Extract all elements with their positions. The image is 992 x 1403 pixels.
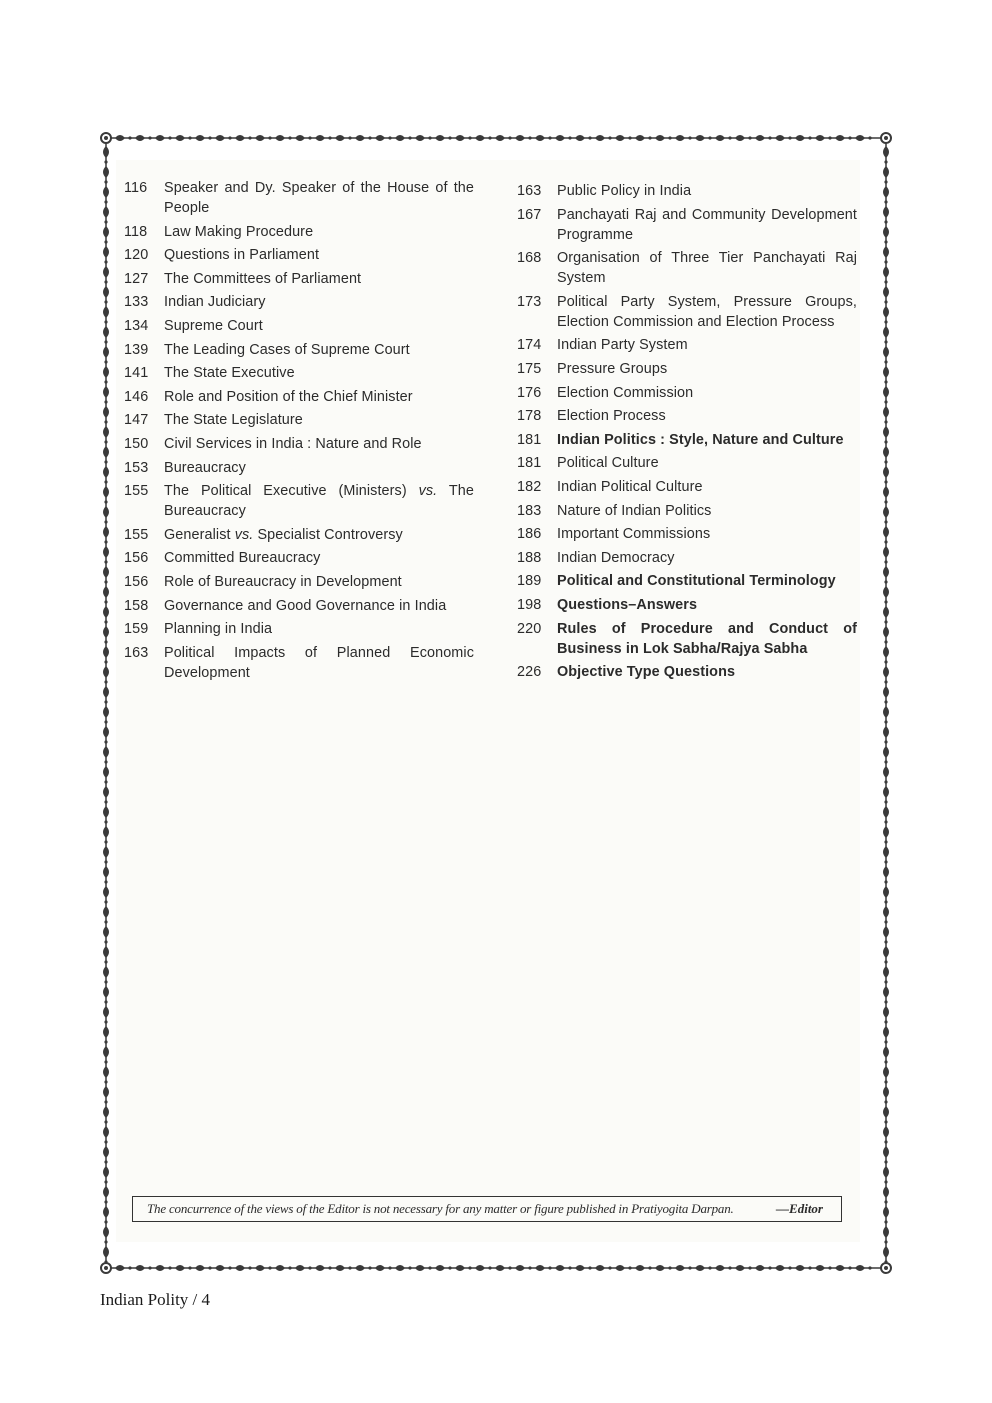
toc-page-number: 133 [124,294,149,311]
toc-page-number: 226 [517,664,542,681]
toc-title: Election Commission [557,384,694,401]
toc-page-number: 175 [517,360,542,377]
toc-page-number: 182 [517,478,542,495]
toc-title: Important Commissions [557,526,711,543]
toc-page-number: 198 [517,596,542,613]
toc-page-number: 174 [517,337,542,354]
toc-page-number: 155 [124,483,149,500]
toc-entry[interactable] [124,481,474,521]
toc-entry[interactable] [124,572,474,592]
toc-entry[interactable] [124,410,474,430]
toc-entry[interactable] [517,406,857,426]
toc-page-number: 150 [124,435,149,452]
toc-page-number: 158 [124,597,149,614]
toc-entry[interactable] [517,248,857,288]
toc-page-number: 178 [517,408,542,425]
toc-title: Role and Position of the Chief Minister [164,388,413,405]
toc-entry[interactable] [124,340,474,360]
disclaimer-signature: —Editor [776,1201,823,1216]
toc-entry[interactable] [124,245,474,265]
toc-entry[interactable] [517,524,857,544]
toc-entry[interactable] [517,501,857,521]
contents-right-column [517,181,857,686]
toc-title: Committed Bureaucracy [164,550,321,567]
page-footer: Indian Polity / 4 [100,1290,211,1309]
toc-entry-section[interactable] [517,571,857,591]
toc-entry-section[interactable] [517,430,857,450]
toc-title: Objective Type Questions [557,664,736,681]
toc-entry[interactable] [124,525,474,545]
toc-entry[interactable] [517,181,857,201]
toc-entry-section[interactable] [517,619,857,659]
toc-entry[interactable] [124,363,474,383]
toc-title: Law Making Procedure [164,223,314,240]
toc-page-number: 168 [517,250,542,267]
toc-entry[interactable] [517,383,857,403]
toc-title: Supreme Court [164,317,263,334]
toc-title: Generalist vs. Specialist Controversy [164,526,403,543]
toc-title: Speaker and Dy. Speaker of the House of the People [164,180,474,216]
toc-entry[interactable] [517,548,857,568]
toc-entry[interactable] [124,387,474,407]
toc-page-number: 146 [124,388,149,405]
toc-entry[interactable] [517,477,857,497]
toc-page-number: 120 [124,247,149,264]
toc-title: Panchayati Raj and Community Development Programme [557,206,857,243]
toc-page-number: 153 [124,459,149,476]
toc-title: Election Process [557,408,666,425]
toc-entry[interactable] [517,453,857,473]
toc-page-number: 183 [517,502,542,519]
toc-page-number: 156 [124,573,149,590]
toc-title: The Committees of Parliament [164,270,362,287]
toc-page-number: 163 [124,644,149,661]
toc-entry[interactable] [124,458,474,478]
toc-title: Public Policy in India [557,183,692,199]
toc-page-number: 156 [124,550,149,567]
toc-title: The State Legislature [164,412,303,429]
toc-entry[interactable] [124,292,474,312]
toc-entry[interactable] [124,222,474,242]
toc-title: Rules of Procedure and Conduct of Business in Lok Sabha/Rajya Sabha [557,620,857,657]
toc-page-number: 181 [517,455,542,472]
toc-title: Questions–Answers [557,596,698,613]
contents-left-column [124,178,474,686]
toc-page-number: 134 [124,317,149,334]
toc-entry[interactable] [124,548,474,568]
toc-page-number: 159 [124,621,149,638]
toc-entry[interactable] [124,434,474,454]
toc-page-number: 147 [124,412,149,429]
toc-entry[interactable] [517,292,857,332]
toc-page-number: 189 [517,573,542,590]
toc-title: Civil Services in India : Nature and Role [164,435,422,452]
toc-page-number: 173 [517,293,542,310]
toc-entry[interactable] [124,269,474,289]
toc-entry[interactable] [124,178,474,218]
toc-entry[interactable] [124,643,474,683]
toc-page-number: 167 [517,206,542,223]
toc-entry[interactable] [517,205,857,245]
toc-page-number: 139 [124,341,149,358]
toc-title: Role of Bureaucracy in Development [164,573,402,590]
toc-title: Political Impacts of Planned Economic Development [164,644,474,681]
toc-entry[interactable] [124,619,474,639]
toc-entry[interactable] [124,596,474,616]
toc-page-number: 155 [124,526,149,543]
toc-title: Bureaucracy [164,459,246,476]
toc-title: Indian Democracy [557,549,675,566]
toc-title: The Political Executive (Ministers) vs. The Bureaucracy [164,483,474,520]
toc-title: Pressure Groups [557,360,668,377]
toc-entry[interactable] [517,359,857,379]
toc-title: The State Executive [164,365,295,382]
toc-page-number: 188 [517,549,542,566]
toc-entry-section[interactable] [517,662,857,682]
toc-page-number: 163 [517,183,542,199]
toc-page-number: 220 [517,620,542,637]
toc-title: Political Party System, Pressure Groups, Election Commission and Election Process [557,293,857,330]
toc-page-number: 181 [517,431,542,448]
toc-title: Nature of Indian Politics [557,502,712,519]
toc-page-number: 116 [124,180,148,196]
toc-page-number: 141 [124,365,149,382]
toc-title: Indian Political Culture [557,478,703,495]
toc-page-number: 176 [517,384,542,401]
toc-entry-section[interactable] [517,595,857,615]
disclaimer-text: The concurrence of the views of the Editor is not necessary for any matter or figure published in Pratiyogita Darpan. [147,1201,734,1216]
toc-title: Indian Judiciary [164,294,266,311]
toc-title: Political and Constitutional Terminology [557,573,836,590]
toc-title: Questions in Parliament [164,247,320,264]
toc-title: Indian Party System [557,337,688,354]
toc-page-number: 186 [517,526,542,543]
editor-disclaimer-box [132,1196,842,1222]
toc-title: Planning in India [164,621,273,638]
toc-page-number: 127 [124,270,149,287]
toc-title: Governance and Good Governance in India [164,597,447,614]
toc-title: Organisation of Three Tier Panchayati Raj System [557,250,857,287]
toc-entry[interactable] [517,335,857,355]
toc-title: Indian Politics : Style, Nature and Culture [557,431,844,448]
toc-page-number: 118 [124,223,148,240]
toc-title: The Leading Cases of Supreme Court [164,341,410,358]
toc-title: Political Culture [557,455,659,472]
toc-entry[interactable] [124,316,474,336]
